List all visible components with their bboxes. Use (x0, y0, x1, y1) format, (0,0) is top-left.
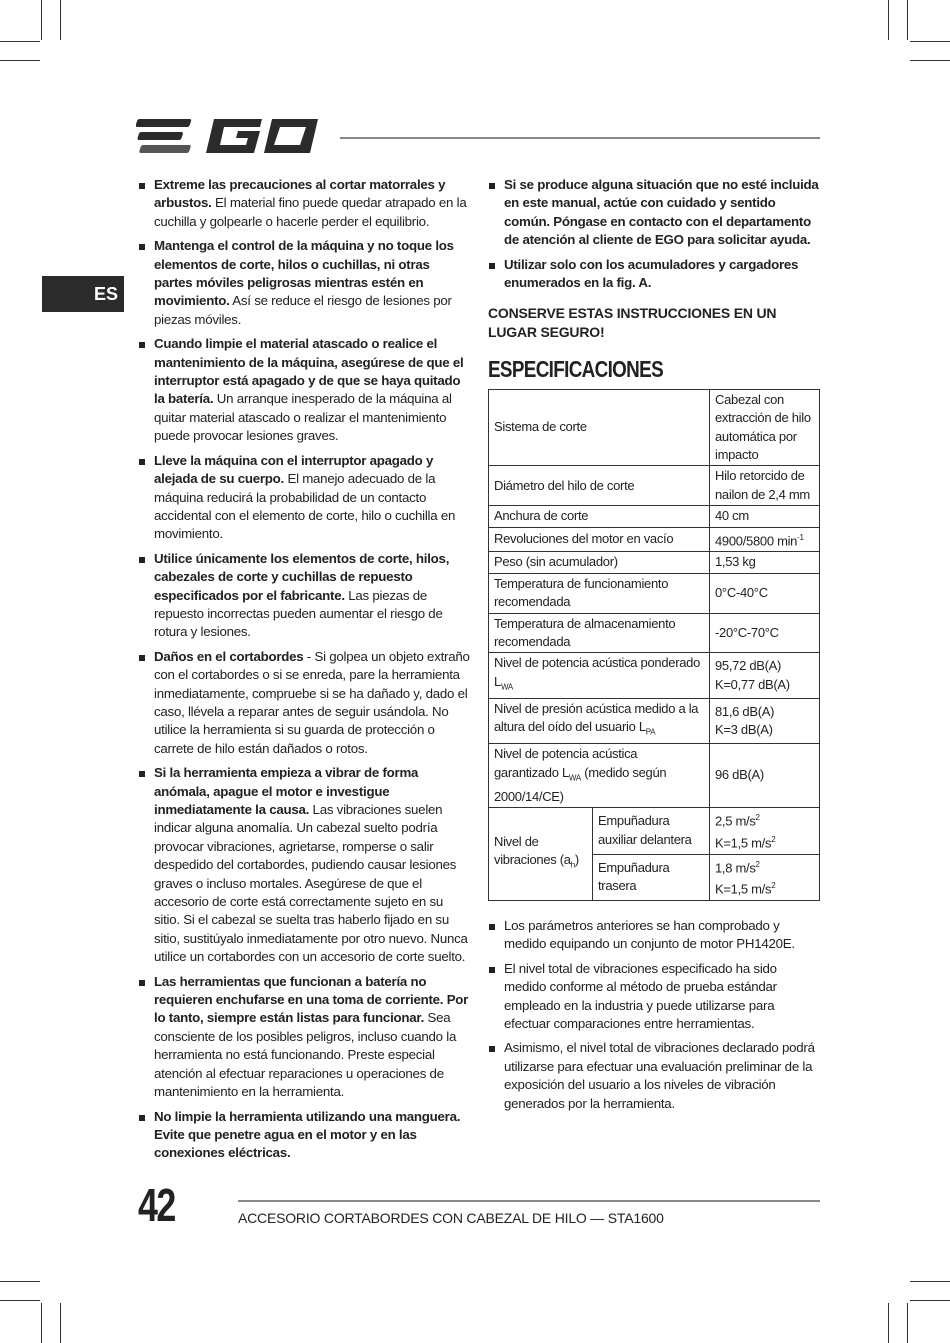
list-item-bold: Si la herramienta empieza a vibrar de forma anómala, apague el motor e investigue inmediatamente la causa. (154, 765, 419, 817)
crop-mark (910, 41, 950, 42)
table-row (489, 653, 820, 698)
spec-value-text: 2,5 m/s (715, 813, 756, 829)
list-item-bold: No limpie la herramienta utilizando una manguera. Evite que penetre agua en el motor y en las conexiones eléctricas. (154, 1108, 461, 1161)
spec-value: 96 dB(A) (710, 744, 820, 808)
spec-value (710, 527, 820, 552)
list-item (138, 550, 470, 642)
list-item: Asimismo, el nivel total de vibraciones declarado podrá utilizarse para efectuar una evaluación preliminar de la exposición del usuario a los niveles de vibración generados por la herramienta. (488, 1039, 822, 1113)
crop-mark (888, 1303, 889, 1343)
table-row (489, 698, 820, 743)
specs-table (488, 389, 820, 901)
spec-superscript: 2 (771, 881, 776, 891)
spec-sublabel: Empuñadura trasera (593, 854, 710, 900)
list-item-bold: Extreme las precauciones al cortar matorrales y arbustos. (154, 177, 446, 211)
list-item (138, 973, 470, 1102)
spec-label (489, 808, 593, 901)
crop-mark (60, 0, 61, 40)
spec-value: 40 cm (710, 506, 820, 527)
footer-rule (238, 1200, 820, 1202)
spec-label: Revoluciones del motor en vacío (489, 527, 710, 552)
crop-mark (60, 1303, 61, 1343)
table-row (489, 389, 820, 466)
list-item (138, 237, 470, 329)
spec-value (710, 808, 820, 854)
spec-label: Temperatura de almacenamiento recomendada (489, 613, 710, 653)
spec-superscript: 2 (771, 834, 776, 844)
spec-value: -20°C-70°C (710, 613, 820, 653)
list-item-bold: Cuando limpie el material atascado o realice el mantenimiento de la máquina, asegúrese de que el interruptor está apagado y de que se haya quitado la batería. (154, 336, 464, 407)
spec-superscript: 2 (755, 813, 760, 823)
table-row (489, 552, 820, 573)
list-item: El nivel total de vibraciones especificado ha sido medido conforme al método de prueba estándar empleado en la industria y puede utilizarse para efectuar comparaciones entre herramientas. (488, 960, 822, 1034)
spec-value-line (715, 877, 814, 899)
right-column (488, 176, 822, 1119)
header-rule (340, 137, 820, 139)
list-item-text: El manejo adecuado de la máquina reducirá la probabilidad de un contacto accidental con el elemento de corte, hilo o cuchilla en movimiento. (154, 471, 456, 542)
spec-value: Hilo retorcido de nailon de 2,4 mm (710, 466, 820, 506)
spec-value (710, 653, 820, 698)
crop-mark (41, 1303, 42, 1343)
spec-label-text: Nivel de potencia acústica garantizado L (494, 746, 638, 780)
list-item (138, 176, 470, 231)
spec-sublabel: Empuñadura auxiliar delantera (593, 808, 710, 854)
ego-logo (136, 112, 322, 160)
spec-label (489, 653, 710, 698)
left-column (138, 176, 470, 1169)
list-item-text: Las vibraciones suelen indicar alguna anomalía. Un cabezal suelto podría provocar vibraciones, agrietarse, romperse o salir despedido del cortabordes, pudiendo causar lesiones graves o incluso mortales. Asegúrese de que el accesorio de corte está correctamente sujeto en su sitio. Si el cabezal se suelta tras haberlo fijado en su sitio, sustitúyalo inmediatamente por otro nuevo. Nunca utilice un cortabordes con un accesorio de corte suelto. (154, 802, 468, 965)
specs-notes (488, 917, 822, 1113)
list-item (138, 452, 470, 544)
spec-label-text: Nivel de vibraciones (a (494, 833, 571, 868)
list-item-text: Sea consciente de los posibles peligros, incluso cuando la herramienta no está funcionando. Preste especial atención al efectuar reparaciones u operaciones de mantenimiento en la herramienta. (154, 1010, 457, 1100)
spec-label: Sistema de corte (489, 389, 710, 466)
spec-label: Peso (sin acumulador) (489, 552, 710, 573)
list-item-bold: Las herramientas que funcionan a batería no requieren enchufarse en una toma de corriente. Por lo tanto, siempre están listas para funcionar. (154, 973, 469, 1026)
spec-label (489, 698, 710, 743)
spec-value (710, 698, 820, 743)
spec-value-line (715, 809, 814, 831)
spec-label-text: Nivel de potencia acústica ponderado L (494, 655, 701, 689)
spec-label-text: Nivel de presión acústica medido a la altura del oído del usuario L (494, 700, 699, 735)
list-item-text: Un arranque inesperado de la máquina al quitar material atascado o realizar el mantenimiento puede provocar lesiones graves. (154, 391, 452, 444)
conserve-notice: CONSERVE ESTAS INSTRUCCIONES EN UN LUGAR SEGURO! (488, 305, 777, 341)
crop-mark (888, 0, 889, 40)
crop-mark (910, 1281, 950, 1282)
spec-superscript: 2 (755, 859, 760, 869)
list-item-bold: Mantenga el control de la máquina y no toque los elementos de corte, hilos o cuchillas, ni otras partes móviles peligrosas mientras estén en movimiento. (154, 238, 454, 309)
spec-superscript: -1 (797, 532, 804, 542)
table-row (489, 613, 820, 653)
table-row (489, 527, 820, 552)
crop-mark (0, 41, 40, 42)
safety-list-continued (488, 176, 822, 292)
crop-mark (910, 60, 950, 61)
spec-value: 1,53 kg (710, 552, 820, 573)
list-item (488, 176, 822, 250)
list-item (138, 335, 470, 445)
table-row (489, 808, 820, 854)
spec-label (489, 744, 710, 808)
crop-mark (41, 0, 42, 40)
list-item-bold: Daños en el cortabordes (154, 648, 304, 664)
spec-label-text: (medido según 2000/14/CE) (494, 764, 667, 804)
list-item: Los parámetros anteriores se han comprobado y medido equipando un conjunto de motor PH1420E. (488, 917, 822, 954)
spec-label: Diámetro del hilo de corte (489, 466, 710, 506)
spec-subscript: WA (500, 682, 513, 692)
table-row (489, 744, 820, 808)
list-item-bold: Utilizar solo con los acumuladores y cargadores enumerados en la fig. A. (504, 256, 799, 291)
spec-value-line (715, 856, 814, 878)
list-item-text: Así se reduce el riesgo de lesiones por piezas móviles. (154, 293, 452, 327)
spec-value: 0°C-40°C (710, 573, 820, 613)
spec-value-line: 81,6 dB(A) (715, 703, 775, 719)
spec-label-text: ) (574, 852, 579, 868)
safety-list (138, 176, 470, 1163)
list-item-text: - Si golpea un objeto extraño con el cortabordes o si se enreda, pare la herramienta inmediatamente, compruebe si se ha dañado y, dado el caso, llévela a reparar antes de seguir usándola. No utilice la herramienta si su guarda de protección o carrete de hilo están dañados o rotos. (154, 648, 470, 756)
footer-title: ACCESORIO CORTABORDES CON CABEZAL DE HILO — STA1600 (238, 1210, 664, 1226)
spec-value-line: K=0,77 dB(A) (715, 676, 790, 692)
spec-value: Cabezal con extracción de hilo automática por impacto (710, 389, 820, 466)
list-item (138, 648, 470, 758)
list-item-bold: Lleve la máquina con el interruptor apagado y alejada de su cuerpo. (154, 452, 434, 487)
spec-subscript: PA (645, 727, 656, 737)
crop-mark (0, 60, 40, 61)
spec-value-text: K=1,5 m/s (715, 835, 772, 851)
spec-value-text: 1,8 m/s (715, 859, 756, 875)
crop-mark (907, 1303, 908, 1343)
specs-heading: ESPECIFICACIONES (488, 356, 663, 383)
spec-value (710, 854, 820, 900)
list-item-bold: Si se produce alguna situación que no esté incluida en este manual, actúe con cuidado y sentido común. Póngase en contacto con el departamento de atención al cliente de EGO para solicitar ayuda. (504, 177, 819, 248)
spec-value-text: K=1,5 m/s (715, 881, 772, 897)
spec-label: Anchura de corte (489, 506, 710, 527)
spec-value-line: K=3 dB(A) (715, 722, 773, 738)
language-tab: ES (42, 276, 124, 312)
list-item (138, 1108, 470, 1163)
spec-subscript: h (570, 860, 575, 870)
list-item-text: El material fino puede quedar atrapado en la cuchilla y golpearle o hacerle perder el equilibrio. (154, 195, 467, 229)
table-row (489, 466, 820, 506)
crop-mark (910, 1300, 950, 1301)
list-item-bold: Utilice únicamente los elementos de corte, hilos, cabezales de corte y cuchillas de repuesto especificados por el fabricante. (154, 550, 450, 603)
spec-label: Temperatura de funcionamiento recomendada (489, 573, 710, 613)
crop-mark (0, 1281, 40, 1282)
list-item-text: Las piezas de repuesto incorrectas pueden aumentar el riesgo de rotura y lesiones. (154, 587, 443, 640)
spec-value-line: 95,72 dB(A) (715, 658, 782, 674)
crop-mark (0, 1300, 40, 1301)
spec-subscript: WA (568, 773, 581, 783)
list-item (138, 764, 470, 966)
spec-value-text: 4900/5800 min (715, 533, 798, 549)
list-item (488, 256, 822, 293)
crop-mark (907, 0, 908, 40)
table-row (489, 506, 820, 527)
spec-value-line (715, 831, 814, 853)
page-number: 42 (138, 1179, 175, 1231)
table-row (489, 573, 820, 613)
